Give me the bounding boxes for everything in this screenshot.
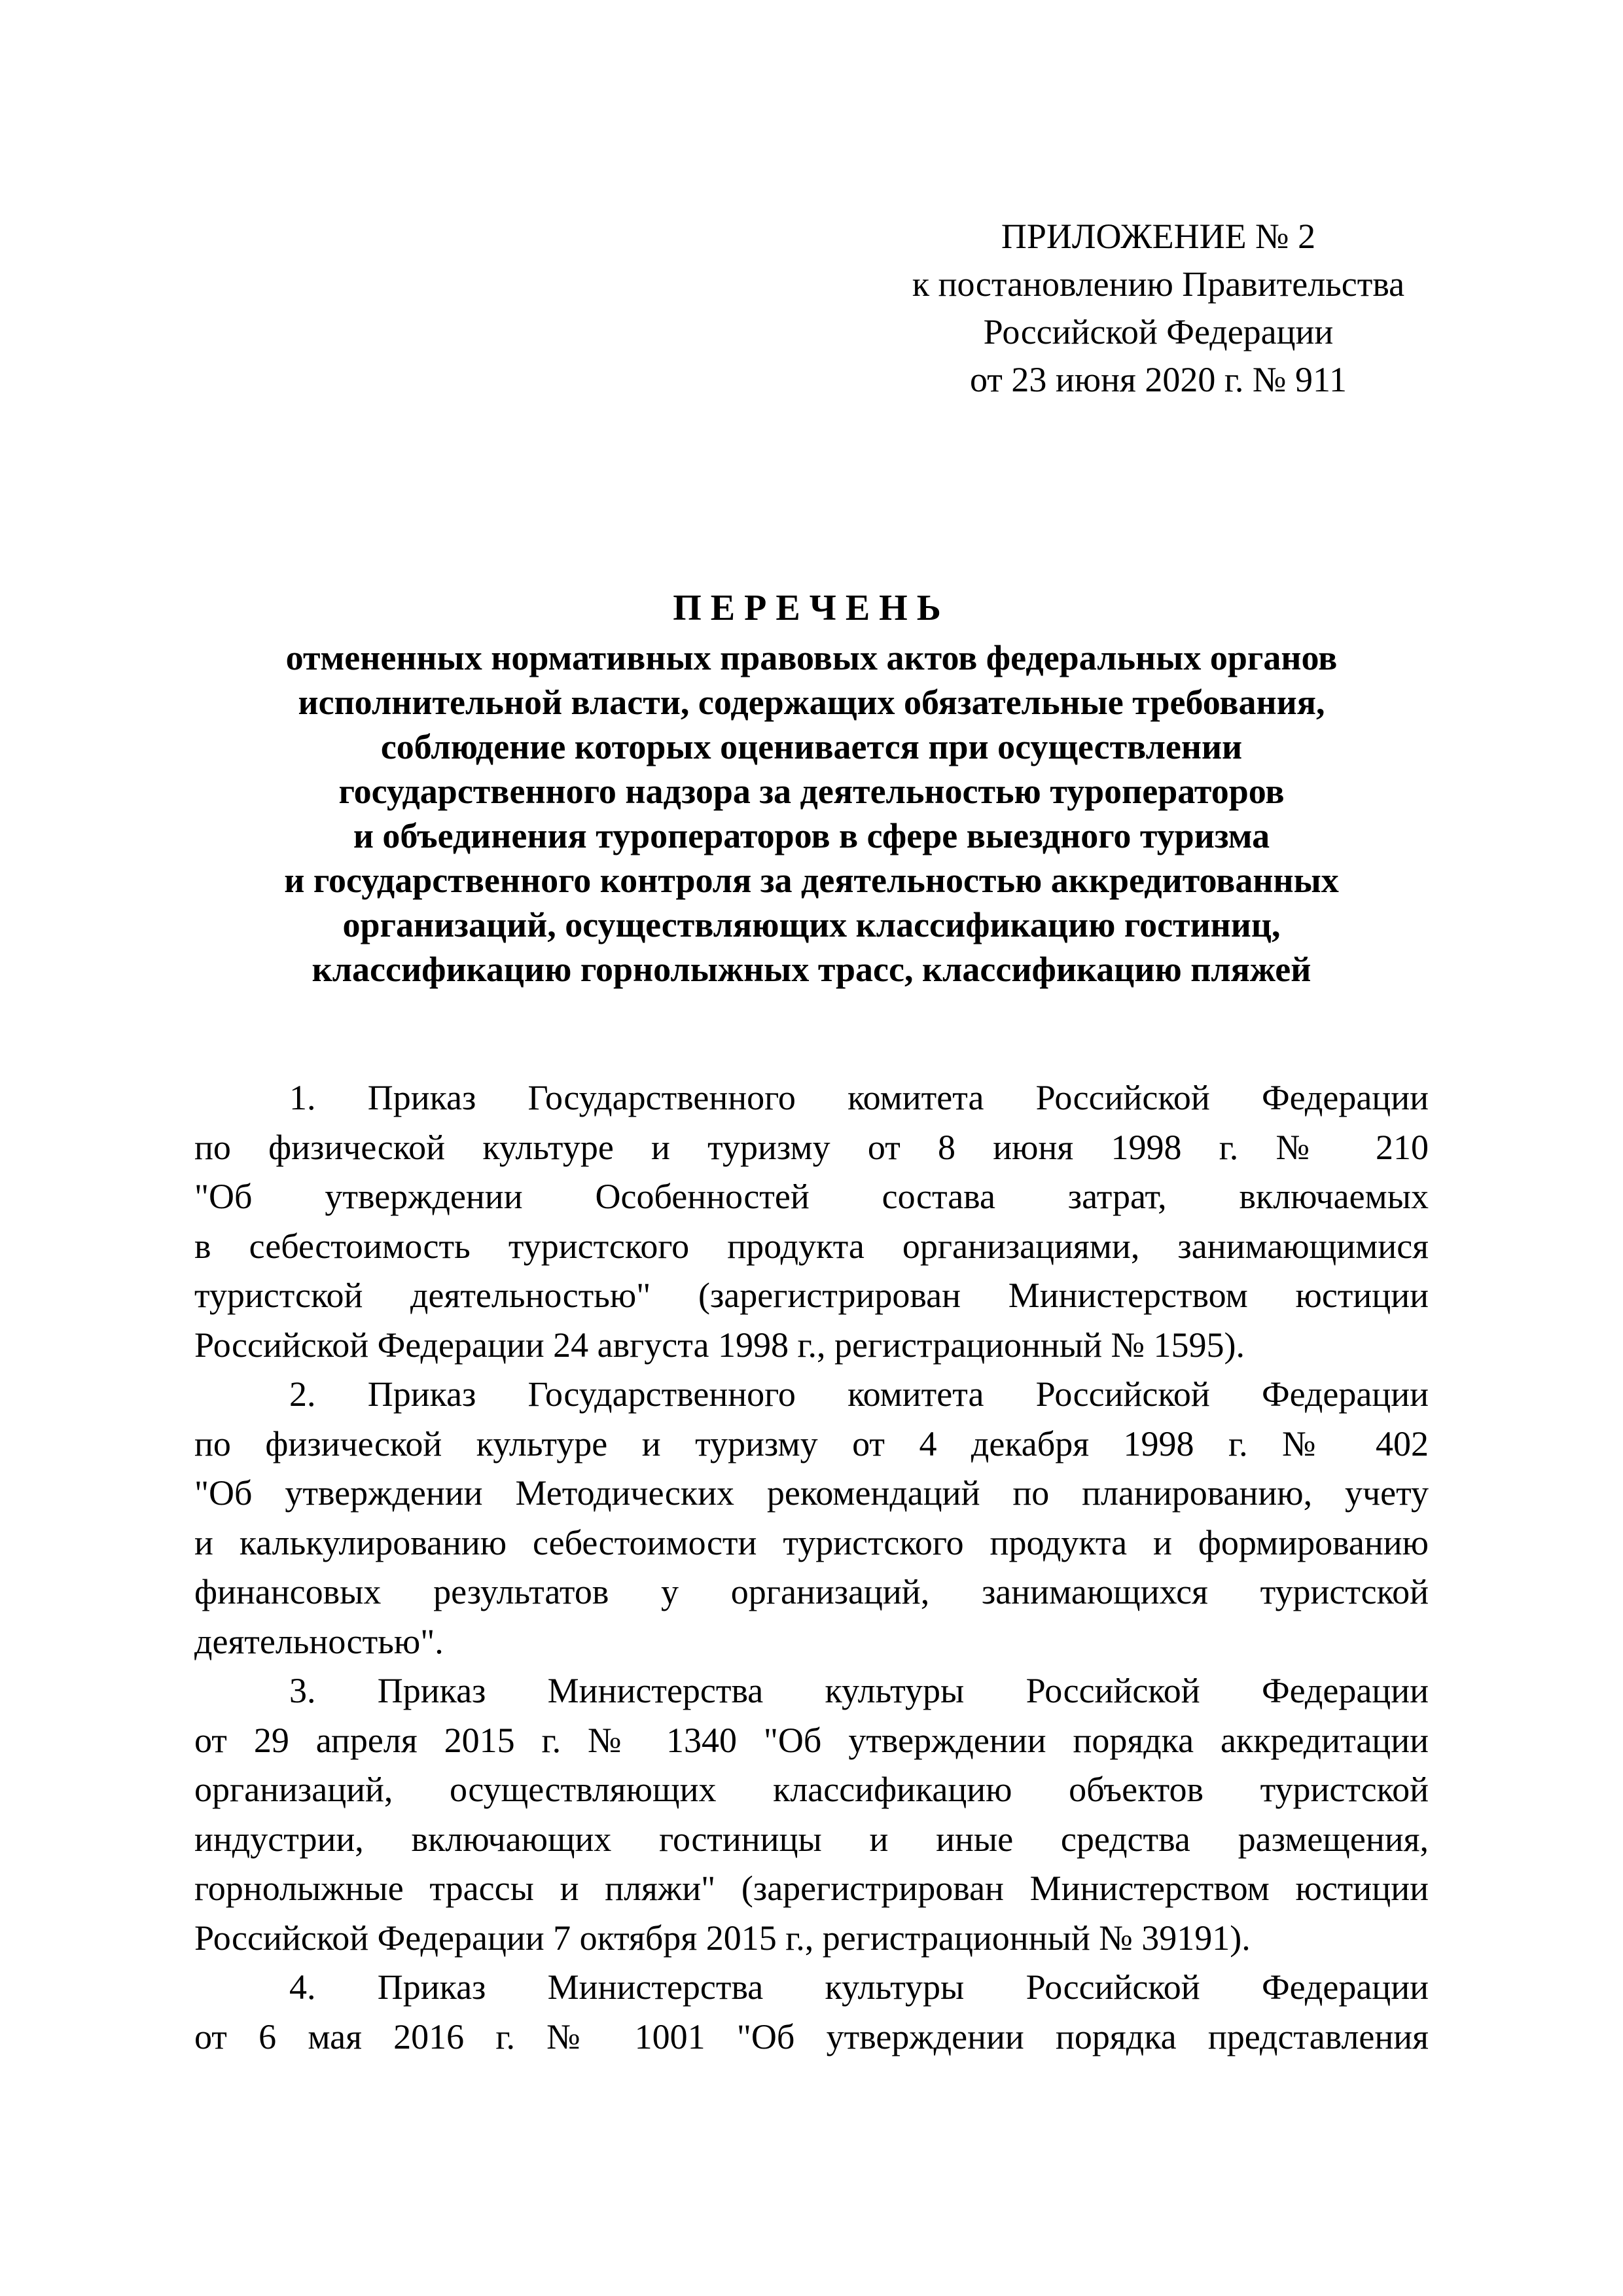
subtitle-line: отмененных нормативных правовых актов федеральных органов bbox=[285, 638, 1338, 677]
text-line: в себестоимость туристского продукта организациями, занимающимися bbox=[194, 1226, 1429, 1266]
text-line: горнолыжные трассы и пляжи" (зарегистрирован Министерством юстиции bbox=[194, 1869, 1429, 1908]
list-item-1 bbox=[194, 1073, 1429, 1370]
subtitle-line: соблюдение которых оценивается при осуществлении bbox=[380, 727, 1243, 766]
text-line: Российской Федерации 7 октября 2015 г., регистрационный № 39191). bbox=[194, 1918, 1251, 1958]
text-line: от 29 апреля 2015 г. № 1340 "Об утверждении порядка аккредитации bbox=[194, 1720, 1429, 1760]
text-line: по физической культуре и туризму от 8 июня 1998 г. № 210 bbox=[194, 1127, 1429, 1167]
text-line: 3. Приказ Министерства культуры Российской Федерации bbox=[289, 1671, 1429, 1710]
text-line: деятельностью". bbox=[194, 1621, 444, 1661]
text-line: индустрии, включающих гостиницы и иные средства размещения, bbox=[194, 1819, 1429, 1859]
text-line: туристской деятельностью" (зарегистрирован Министерством юстиции bbox=[194, 1276, 1429, 1315]
subtitle-line: исполнительной власти, содержащих обязательные требования, bbox=[298, 683, 1325, 722]
text-line: организаций, осуществляющих классификацию объектов туристской bbox=[194, 1770, 1429, 1809]
subtitle-line: государственного надзора за деятельностью туроператоров bbox=[338, 772, 1285, 811]
acts-list bbox=[194, 1073, 1429, 2062]
text-line: по физической культуре и туризму от 4 декабря 1998 г. № 402 bbox=[194, 1424, 1429, 1463]
text-line: "Об утверждении Особенностей состава затрат, включаемых bbox=[194, 1177, 1429, 1216]
text-line: "Об утверждении Методических рекомендаций по планированию, учету bbox=[194, 1473, 1429, 1513]
subtitle-line: и государственного контроля за деятельностью аккредитованных bbox=[284, 861, 1339, 900]
text-line: финансовых результатов у организаций, занимающихся туристской bbox=[194, 1572, 1429, 1611]
subtitle-line: классификацию горнолыжных трасс, классификацию пляжей bbox=[312, 950, 1311, 989]
appendix-government: Российской Федерации bbox=[983, 312, 1334, 351]
text-line: 2. Приказ Государственного комитета Российской Федерации bbox=[289, 1374, 1429, 1414]
text-line: от 6 мая 2016 г. № 1001 "Об утверждении порядка представления bbox=[194, 2017, 1429, 2056]
text-line: Российской Федерации 24 августа 1998 г., регистрационный № 1595). bbox=[194, 1325, 1245, 1365]
appendix-date-number: от 23 июня 2020 г. № 911 bbox=[970, 360, 1347, 399]
document-title-block bbox=[196, 586, 1427, 992]
appendix-number: ПРИЛОЖЕНИЕ № 2 bbox=[1001, 217, 1316, 256]
appendix-header bbox=[818, 213, 1499, 404]
subtitle-line: и объединения туроператоров в сфере выездного туризма bbox=[353, 816, 1270, 855]
text-line: и калькулированию себестоимости туристского продукта и формированию bbox=[194, 1522, 1429, 1562]
list-item-2 bbox=[194, 1370, 1429, 1666]
appendix-reference: к постановлению Правительства bbox=[912, 264, 1405, 304]
document-title: ПЕРЕЧЕНЬ bbox=[673, 588, 950, 628]
text-line: 4. Приказ Министерства культуры Российской Федерации bbox=[289, 1967, 1429, 2007]
list-item-4 bbox=[194, 1963, 1429, 2062]
subtitle-line: организаций, осуществляющих классификацию гостиниц, bbox=[342, 905, 1281, 944]
list-item-3 bbox=[194, 1666, 1429, 1963]
text-line: 1. Приказ Государственного комитета Российской Федерации bbox=[289, 1078, 1429, 1117]
